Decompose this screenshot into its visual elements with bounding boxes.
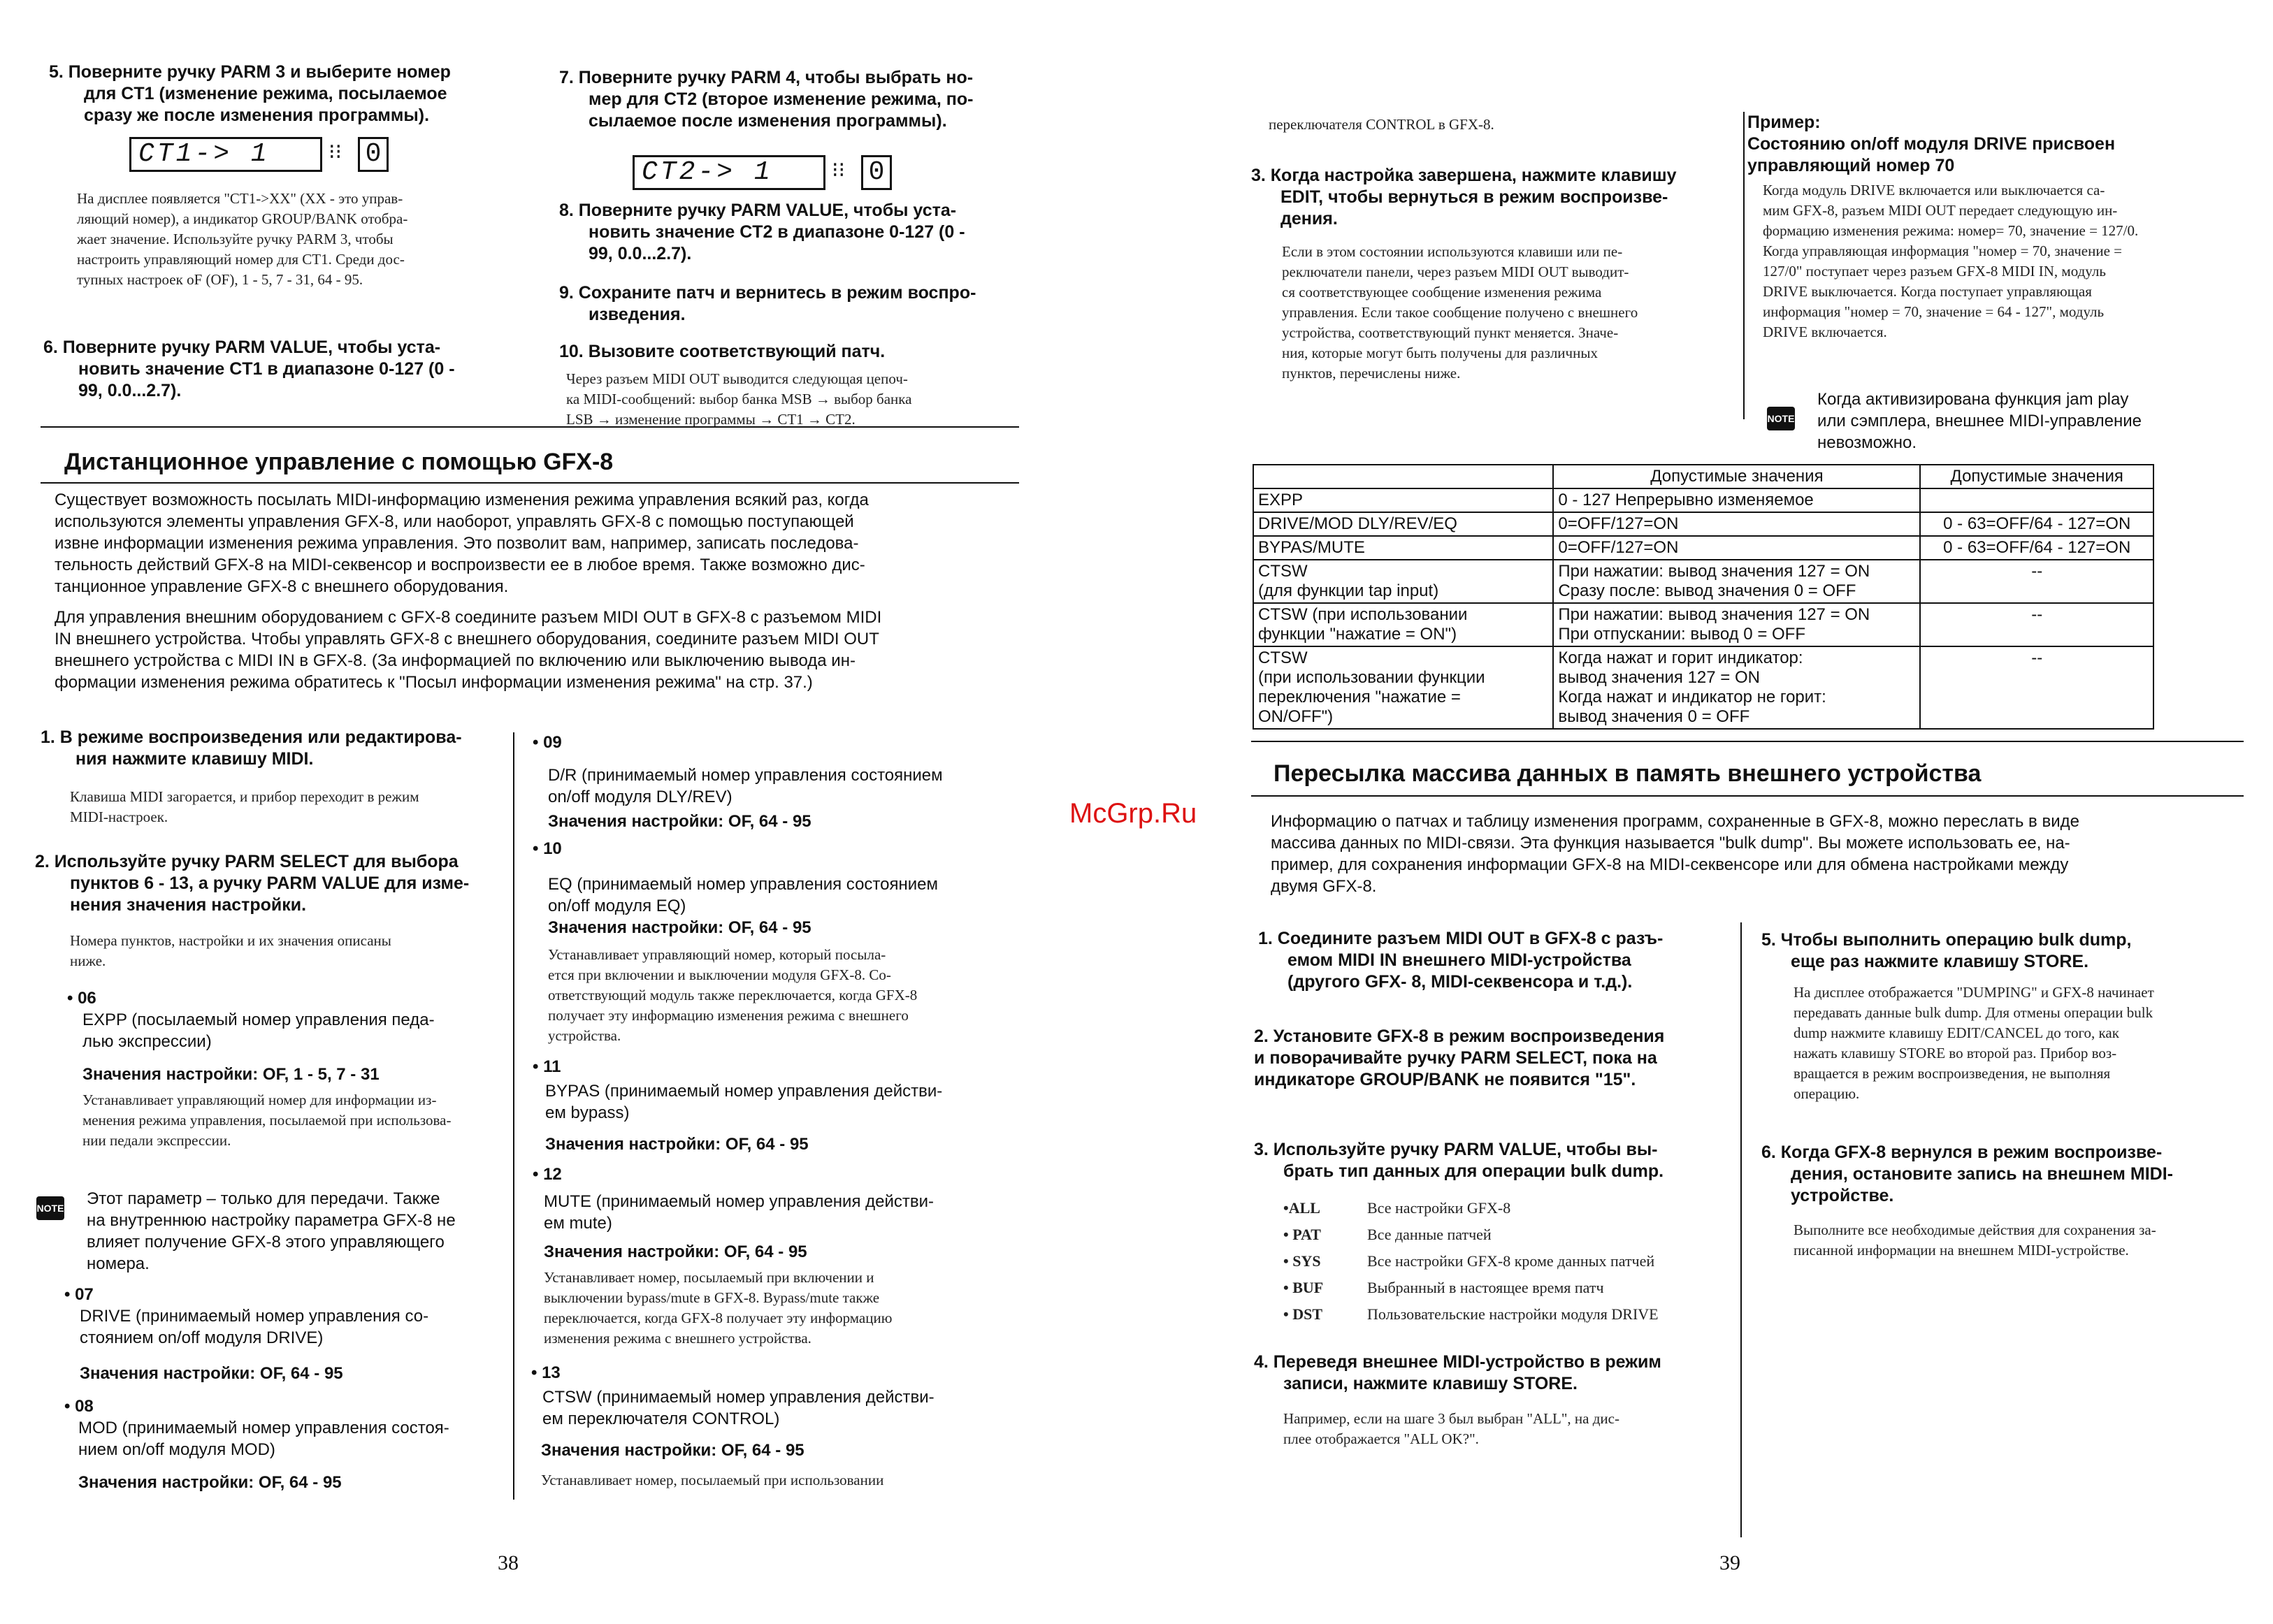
data-type-list: [1283, 1195, 1659, 1328]
table-cell: 0=OFF/127=ON: [1553, 536, 1920, 560]
example-text: Когда модуль DRIVE включается или выключается са- мим GFX-8, разъем MIDI OUT передает следующую ин- формацию изменения режима: номер= 70, значение = 127/0. Когда управляющая информация "номер = 70, значение = 127/0" поступает через разъем GFX-8 MIDI IN, модуль DRIVE выключается. Когда поступает управляющая информация "номер = 70, значение = 64 - 127", модуль DRIVE включается.: [1763, 182, 2139, 340]
page-number-right: 39: [1719, 1551, 1740, 1574]
remote-step-1-heading: 1. В режиме воспроизведения или редактирова- ния нажмите клавишу MIDI.: [41, 727, 462, 769]
note-icon: NOTE: [1767, 407, 1795, 430]
step-7-heading: 7. Поверните ручку PARM 4, чтобы выбрать но- мер для CT2 (второе изменение режима, по- сылаемое после изменения программы).: [559, 68, 974, 131]
bulk-step-4-heading: 4. Переведя внешнее MIDI-устройство в режим записи, нажмите клавишу STORE.: [1254, 1352, 1661, 1393]
item-11-title: BYPAS (принимаемый номер управления действи- ем bypass): [545, 1082, 943, 1122]
example-heading: Пример: Состоянию on/off модуля DRIVE присвоен управляющий номер 70: [1747, 113, 2116, 175]
step-6-heading: 6. Поверните ручку PARM VALUE, чтобы уста- новить значение CT1 в диапазоне 0-127 (0 - 99, 0.0...2.7).: [43, 338, 455, 400]
ct2-value-display: 0: [861, 155, 892, 190]
bulk-step-6-text: Выполните все необходимые действия для сохранения за- писанной информации на внешнем MIDI-устройстве.: [1794, 1221, 2156, 1259]
step-5-heading: 5. Поверните ручку PARM 3 и выберите номер для CT1 (изменение режима, посылаемое сразу же после изменения программы).: [49, 62, 451, 125]
item-09-number: • 09: [533, 733, 562, 752]
table-cell: BYPAS/MUTE: [1253, 536, 1553, 560]
table-cell: CTSW (при использовании функции переключения "нажатие = ON/OFF"): [1253, 646, 1553, 729]
table-cell: 0=OFF/127=ON: [1553, 512, 1920, 536]
table-header-cell: Допустимые значения: [1553, 465, 1920, 488]
item-11-values: Значения настройки: OF, 64 - 95: [545, 1135, 809, 1154]
step-9-heading: 9. Сохраните патч и вернитесь в режим воспро- изведения.: [559, 283, 976, 324]
table-row: [1253, 536, 2153, 560]
bulk-step-2-heading: 2. Установите GFX-8 в режим воспроизведения и поворачивайте ручку PARM SELECT, пока на индикаторе GROUP/BANK не появится "15".: [1254, 1027, 1665, 1089]
table-cell: [1920, 488, 2153, 512]
table-row: [1253, 603, 2153, 646]
list-item: • PAT Все данные патчей: [1283, 1226, 1492, 1243]
section-title-bulk-dump: Пересылка массива данных в память внешнего устройства: [1273, 760, 1982, 787]
item-07-values: Значения настройки: OF, 64 - 95: [80, 1364, 343, 1383]
note-2-text: Когда активизирована функция jam play или сэмплера, внешнее MIDI-управление невозможно.: [1817, 390, 2142, 452]
remote-step-2-heading: 2. Используйте ручку PARM SELECT для выбора пунктов 6 - 13, а ручку PARM VALUE для изме- нения значения настройки.: [35, 852, 470, 915]
item-12-title: MUTE (принимаемый номер управления действи- ем mute): [544, 1192, 935, 1233]
table-cell: CTSW (при использовании функции "нажатие = ON"): [1253, 603, 1553, 646]
column-divider: [1740, 922, 1742, 1537]
item-08-title: MOD (принимаемый номер управления состоя- нием on/off модуля MOD): [78, 1419, 449, 1459]
step-10-heading: 10. Вызовите соответствующий патч.: [559, 342, 886, 361]
item-10-text: Устанавливает управляющий номер, который посыла- ется при включении и выключении модуля GFX-8. Со- ответствующий модуль также переключается, когда GFX-8 получает эту информацию изменения режима с внешнего устройства.: [548, 946, 918, 1044]
bulk-step-3-heading: 3. Используйте ручку PARM VALUE, чтобы вы- брать тип данных для операции bulk dump.: [1254, 1140, 1664, 1181]
continued-text: переключателя CONTROL в GFX-8.: [1269, 116, 1494, 133]
bulk-dump-intro: Информацию о патчах и таблицу изменения программ, сохраненные в GFX-8, можно переслать в виде массива данных по MIDI-связи. Эта функция называется "bulk dump". Вы можете использовать ее, на- пример, для сохранения информации GFX-8 на MIDI-секвенсоре или для обмена настройками между двумя GFX-8.: [1271, 812, 2079, 896]
table-cell: При нажатии: вывод значения 127 = ON При отпускании: вывод 0 = OFF: [1553, 603, 1920, 646]
table-row: [1253, 560, 2153, 603]
section-rule: [41, 426, 1019, 428]
list-item: •ALL Все настройки GFX-8: [1283, 1199, 1511, 1217]
item-09-values: Значения настройки: OF, 64 - 95: [548, 812, 811, 831]
section-rule: [41, 482, 1019, 484]
item-13-text: Устанавливает номер, посылаемый при использовании: [541, 1472, 884, 1488]
list-item: • BUF Выбранный в настоящее время патч: [1283, 1279, 1604, 1296]
list-item: • SYS Все настройки GFX-8 кроме данных патчей: [1283, 1252, 1655, 1270]
item-10-values: Значения настройки: OF, 64 - 95: [548, 918, 811, 937]
table-row: [1253, 512, 2153, 536]
remote-step-1-text: Клавиша MIDI загорается, и прибор переходит в режим MIDI-настроек.: [70, 788, 419, 825]
item-06-title: EXPP (посылаемый номер управления педа- лью экспрессии): [82, 1010, 435, 1051]
table-cell: DRIVE/MOD DLY/REV/EQ: [1253, 512, 1553, 536]
item-12-values: Значения настройки: OF, 64 - 95: [544, 1242, 807, 1261]
table-cell: --: [1920, 603, 2153, 646]
item-08-values: Значения настройки: OF, 64 - 95: [78, 1473, 342, 1492]
display-separator-icon: ⁝⁝: [832, 159, 846, 182]
item-13-values: Значения настройки: OF, 64 - 95: [541, 1441, 804, 1460]
ct1-value-display: 0: [358, 137, 389, 172]
display-separator-icon: ⁝⁝: [329, 140, 342, 164]
table-header-cell: Допустимые значения: [1920, 465, 2153, 488]
ct1-display: CT1-> 1: [129, 137, 322, 172]
step-5-text: На дисплее появляется "CT1->XX" (XX - это управ- ляющий номер), а индикатор GROUP/BANK отобра- жает значение. Используйте ручку PARM 3, чтобы настроить управляющий номер для CT1. Среди дос- тупных настроек oF (OF), 1 - 5, 7 - 31, 64 - 95.: [77, 190, 408, 288]
note-1-text: Этот параметр – только для передачи. Также на внутреннюю настройку параметра GFX-8 не влияет получение GFX-8 этого управляющего номера.: [87, 1189, 456, 1273]
bulk-step-6-heading: 6. Когда GFX-8 вернулся в режим воспроизве- дения, остановите запись на внешнем MIDI- устройстве.: [1761, 1143, 2173, 1205]
table-cell: --: [1920, 646, 2153, 729]
table-cell: EXPP: [1253, 488, 1553, 512]
item-11-number: • 11: [533, 1057, 561, 1076]
item-10-title: EQ (принимаемый номер управления состоянием on/off модуля EQ): [548, 875, 938, 915]
midi-values-table: [1253, 464, 2154, 730]
column-divider: [513, 732, 514, 1500]
bulk-step-5-text: На дисплее отображается "DUMPING" и GFX-8 начинает передавать данные bulk dump. Для отмены операции bulk dump нажмите клавишу EDIT/CANCEL до того, как нажать клавишу STORE во второй раз. Прибор воз- вращается в режим воспроизведения, не выполняя операцию.: [1794, 984, 2154, 1102]
item-12-text: Устанавливает номер, посылаемый при включении и выключении bypass/mute в GFX-8. Bypass/mute также переключается, когда GFX-8 получает эту информацию изменения режима с внешнего устройства.: [544, 1269, 893, 1347]
item-10-number: • 10: [533, 839, 562, 858]
table-cell: --: [1920, 560, 2153, 603]
section-rule: [1251, 795, 2244, 797]
item-08-number: • 08: [64, 1397, 94, 1416]
item-13-number: • 13: [531, 1363, 561, 1382]
bulk-step-1-heading: 1. Соедините разъем MIDI OUT в GFX-8 с разъ- емом MIDI IN внешнего MIDI-устройства (другого GFX- 8, MIDI-секвенсора и т.д.).: [1258, 929, 1664, 992]
table-cell: 0 - 63=OFF/64 - 127=ON: [1920, 536, 2153, 560]
table-row: [1253, 646, 2153, 729]
ct2-display: CT2-> 1: [633, 155, 825, 190]
step-10-text: Через разъем MIDI OUT выводится следующая цепоч- ка MIDI-сообщений: выбор банка MSB → выбор банка LSB → изменение программы → CT1 → CT2.: [566, 370, 912, 428]
page-number-left: 38: [498, 1551, 519, 1574]
item-07-title: DRIVE (принимаемый номер управления со- стоянием on/off модуля DRIVE): [80, 1307, 429, 1347]
bulk-step-5-heading: 5. Чтобы выполнить операцию bulk dump, еще раз нажмите клавишу STORE.: [1761, 930, 2132, 971]
table-cell: При нажатии: вывод значения 127 = ON Сразу после: вывод значения 0 = OFF: [1553, 560, 1920, 603]
column-divider: [1743, 112, 1745, 419]
table-header-cell: [1253, 465, 1553, 488]
item-06-number: • 06: [67, 989, 96, 1008]
table-row: [1253, 488, 2153, 512]
table-cell: Когда нажат и горит индикатор: вывод значения 127 = ON Когда нажат и индикатор не горит: вывод значения 0 = OFF: [1553, 646, 1920, 729]
note-icon: NOTE: [36, 1196, 64, 1220]
item-06-values: Значения настройки: OF, 1 - 5, 7 - 31: [82, 1065, 380, 1084]
table-cell: 0 - 63=OFF/64 - 127=ON: [1920, 512, 2153, 536]
item-12-number: • 12: [533, 1165, 562, 1184]
section-intro-2: Для управления внешним оборудованием с GFX-8 соедините разъем MIDI OUT в GFX-8 с разъемом MIDI IN внешнего устройства. Чтобы управлять GFX-8 с внешнего оборудования, соедините разъем MIDI OUT внешнего устройства с MIDI IN в GFX-8. (За информацией по включению или выключению вывода ин- формации изменения режима обратитесь к "Посыл информации изменения режима" на стр. 37.): [55, 608, 882, 692]
table-cell: 0 - 127 Непрерывно изменяемое: [1553, 488, 1920, 512]
step-8-heading: 8. Поверните ручку PARM VALUE, чтобы уста- новить значение CT2 в диапазоне 0-127 (0 - 99, 0.0...2.7).: [559, 201, 965, 263]
right-step-3-text: Если в этом состоянии используются клавиши или пе- реключатели панели, через разъем MIDI OUT выводит- ся соответствующее сообщение изменения режима управления. Если такое сообщение получено с внешнего устройства, соответствующий пункт меняется. Значе- ния, которые могут быть получены для различных пунктов, перечислены ниже.: [1282, 243, 1638, 382]
table-header-row: [1253, 465, 2153, 488]
section-title-remote-control: Дистанционное управление с помощью GFX-8: [64, 449, 614, 475]
watermark: McGrp.Ru: [1069, 798, 1197, 829]
item-06-text: Устанавливает управляющий номер для информации из- менения режима управления, посылаемой при использова- нии педали экспрессии.: [82, 1092, 452, 1149]
section-intro: Существует возможность посылать MIDI-информацию изменения режима управления всякий раз, когда используются элементы управления GFX-8, или наоборот, управлять GFX-8 с помощью поступающей извне информации изменения режима управления. Это позволит вам, например, записать последова- тельность действий GFX-8 на MIDI-секвенсор и воспроизвести ее в любое время. Также возможно дис- танционное управление GFX-8 с внешнего оборудования.: [55, 491, 869, 596]
list-item: • DST Пользовательские настройки модуля DRIVE: [1283, 1305, 1659, 1323]
right-step-3-heading: 3. Когда настройка завершена, нажмите клавишу EDIT, чтобы вернуться в режим воспроизве- дения.: [1251, 166, 1677, 229]
section-rule: [1251, 741, 2244, 742]
bulk-step-4-text: Например, если на шаге 3 был выбран "ALL", на дис- плее отображается "ALL OK?".: [1283, 1410, 1619, 1447]
table-cell: CTSW (для функции tap input): [1253, 560, 1553, 603]
item-09-title: D/R (принимаемый номер управления состоянием on/off модуля DLY/REV): [548, 766, 943, 806]
item-07-number: • 07: [64, 1285, 94, 1304]
remote-step-2-text: Номера пунктов, настройки и их значения описаны ниже.: [70, 932, 391, 969]
item-13-title: CTSW (принимаемый номер управления действи- ем переключателя CONTROL): [542, 1388, 935, 1428]
